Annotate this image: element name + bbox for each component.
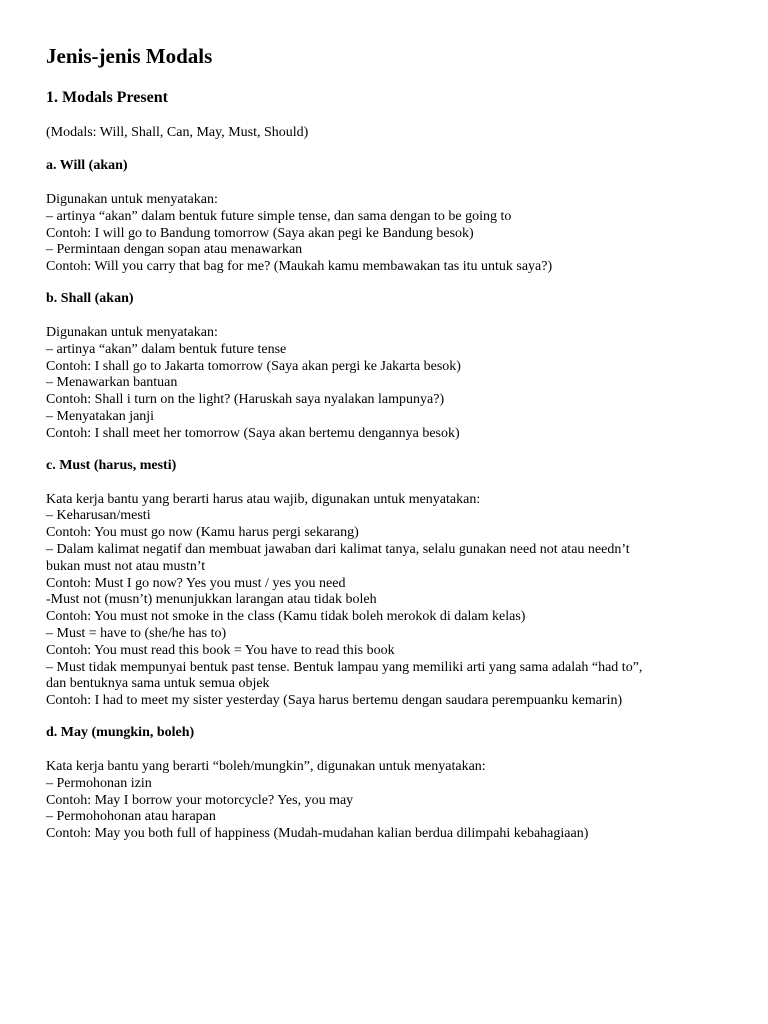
body-line: Contoh: I shall meet her tomorrow (Saya akan bertemu dengannya besok) [46, 425, 460, 441]
subsection-heading: a. Will (akan) [46, 158, 128, 173]
body-line: – Permohonan izin [46, 775, 152, 791]
intro-text: (Modals: Will, Shall, Can, May, Must, Should) [46, 125, 309, 140]
body-line: -Must not (musn’t) menunjukkan larangan atau tidak boleh [46, 592, 377, 608]
subsection [46, 157, 726, 276]
body-line: Contoh: I shall go to Jakarta tomorrow (Saya akan pergi ke Jakarta besok) [46, 358, 461, 374]
subsection [46, 724, 726, 843]
subsection-body [46, 492, 726, 710]
subsections [46, 157, 726, 843]
body-line: Kata kerja bantu yang berarti “boleh/mungkin”, digunakan untuk menyatakan: [46, 758, 486, 774]
body-line: Digunakan untuk menyatakan: [46, 192, 218, 207]
body-line: – Permintaan dengan sopan atau menawarkan [46, 242, 303, 258]
subsection [46, 290, 726, 443]
document-page [46, 40, 726, 843]
subsection-heading: d. May (mungkin, boleh) [46, 724, 195, 740]
body-line: – Must tidak mempunyai bentuk past tense. Bentuk lampau yang memiliki arti yang sama adalah “had to”, [46, 659, 643, 675]
body-line: – Must = have to (she/he has to) [46, 625, 227, 641]
subsection-heading: b. Shall (akan) [46, 290, 134, 306]
subsection-body [46, 325, 726, 443]
subsection-body [46, 192, 726, 276]
body-line: Digunakan untuk menyatakan: [46, 324, 218, 340]
body-line: Contoh: I had to meet my sister yesterday (Saya harus bertemu dengan saudara perempuanku kemarin) [46, 693, 623, 709]
body-line: Contoh: Shall i turn on the light? (Haruskah saya nyalakan lampunya?) [46, 392, 445, 408]
body-line: Contoh: May I borrow your motorcycle? Yes, you may [46, 792, 354, 808]
body-line: Contoh: Will you carry that bag for me? (Maukah kamu membawakan tas itu untuk saya?) [46, 259, 553, 275]
subsection-body [46, 759, 726, 843]
body-line: Contoh: Must I go now? Yes you must / yes you need [46, 575, 346, 591]
body-line: bukan must not atau mustn’t [46, 558, 206, 574]
body-line: – Menawarkan bantuan [46, 375, 178, 391]
body-line: – Permohohonan atau harapan [46, 809, 216, 825]
body-line: – Menyatakan janji [46, 408, 155, 424]
body-line: Contoh: You must read this book = You have to read this book [46, 642, 395, 658]
body-line: – artinya “akan” dalam bentuk future tense [46, 341, 287, 357]
body-line: Kata kerja bantu yang berarti harus atau wajib, digunakan untuk menyatakan: [46, 491, 481, 507]
body-line: – Dalam kalimat negatif dan membuat jawaban dari kalimat tanya, selalu gunakan need not atau needn’t [46, 541, 630, 557]
body-line: dan bentuknya sama untuk semua objek [46, 676, 270, 692]
body-line: Contoh: May you both full of happiness (Mudah-mudahan kalian berdua dilimpahi kebahagiaan) [46, 826, 589, 842]
body-line: Contoh: You must go now (Kamu harus pergi sekarang) [46, 525, 359, 541]
subsection-heading: c. Must (harus, mesti) [46, 457, 177, 473]
subsection [46, 457, 726, 710]
body-line: Contoh: You must not smoke in the class (Kamu tidak boleh merokok di dalam kelas) [46, 609, 526, 625]
body-line: – artinya “akan” dalam bentuk future simple tense, dan sama dengan to be going to [46, 208, 512, 224]
body-line: – Keharusan/mesti [46, 508, 151, 524]
body-line: Contoh: I will go to Bandung tomorrow (Saya akan pegi ke Bandung besok) [46, 225, 474, 241]
section-heading: 1. Modals Present [46, 89, 168, 106]
document-title: Jenis-jenis Modals [46, 44, 213, 68]
